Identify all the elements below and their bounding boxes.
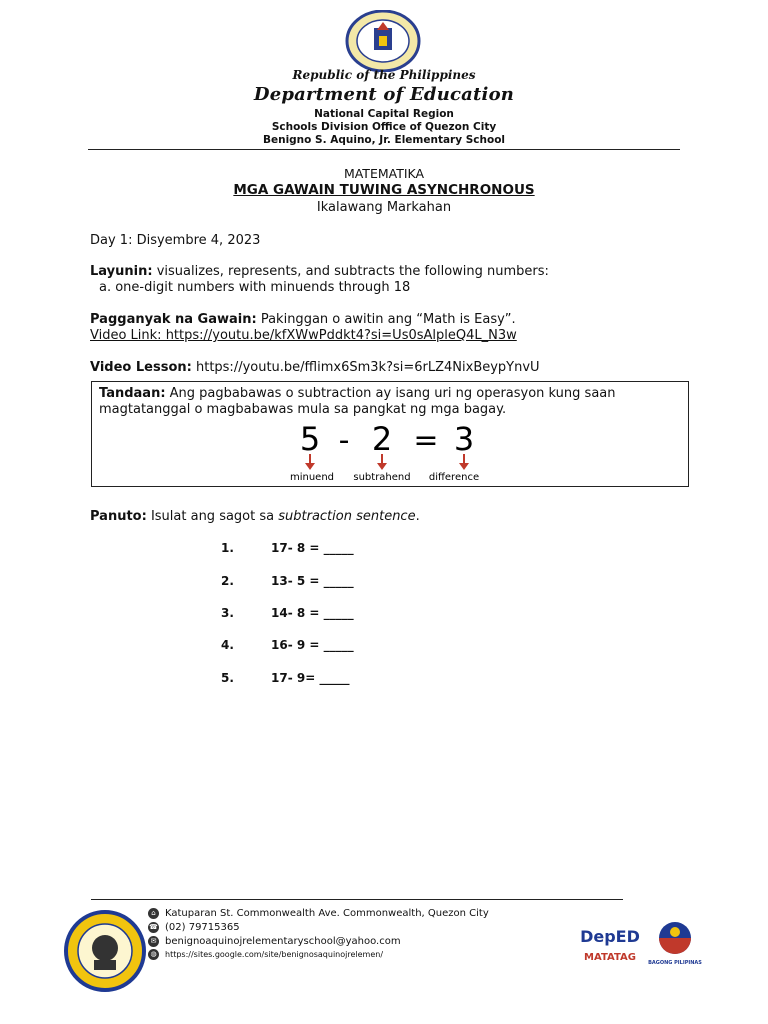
problem-number: 3. [221,606,234,620]
deped-matatag-logo [580,920,640,968]
problem-expression[interactable]: 17- 9= _____ [271,671,350,685]
phone-icon: ☎ [149,923,158,931]
subtrahend-number: 2 [371,420,393,458]
problem-expression[interactable]: 13- 5 = _____ [271,574,354,588]
footer-site[interactable]: ◍ https://sites.google.com/site/benignosaquinojrelemen/ [148,949,383,960]
republic-text: Republic of the Philippines [292,68,476,82]
bagong-pilipinas-logo [648,918,702,968]
matatag-logo-text: MATATAG [584,952,636,963]
location-icon: ⌂ [148,908,159,919]
instructions-label: Panuto: [90,509,147,524]
motivation-label: Pagganyak na Gawain: [90,312,257,327]
problem-number: 2. [221,574,234,588]
objective-label: Layunin: [90,264,153,279]
email-icon: ✉ [148,936,159,947]
minuend-label: minuend [289,472,335,482]
footer-address: ⌂ Katuparan St. Commonwealth Ave. Commonwealth, Quezon City [148,908,489,919]
objective-text: visualizes, represents, and subtracts the following numbers: [152,264,549,279]
activity-title: MGA GAWAIN TUWING ASYNCHRONOUS [233,182,535,198]
problem-expression[interactable]: 17- 8 = _____ [271,541,354,555]
globe-icon: ◍ [148,949,159,960]
motivation-line [90,312,516,328]
instructions-line [90,509,420,524]
header-divider [88,149,680,150]
school-text: Benigno S. Aquino, Jr. Elementary School [262,134,506,146]
instructions-end: . [415,509,420,524]
problem-number: 4. [221,638,234,652]
subtrahend-label: subtrahend [353,472,411,482]
subject-title: MATEMATIKA [343,166,425,181]
difference-number: 3 [453,420,475,458]
video-lesson-line [90,360,540,376]
objective-item: a. one-digit numbers with minuends through 18 [99,280,411,295]
footer-email[interactable]: ✉ benignoaquinojrelementaryschool@yahoo.com [148,936,401,947]
problem-number: 1. [221,541,234,555]
reminder-label: Tandaan: [99,386,166,401]
problem-expression[interactable]: 16- 9 = _____ [271,638,354,652]
subtraction-diagram [286,420,486,482]
region-text: National Capital Region [314,108,454,120]
quarter-title: Ikalawang Markahan [316,200,452,215]
day-text: Day 1: Disyembre 4, 2023 [90,233,261,248]
objective-line [90,264,549,280]
footer-divider [91,899,623,900]
reminder-text-block [99,386,689,418]
bagong-logo-text: BAGONG PILIPINAS [648,960,702,966]
division-text: Schools Division Office of Quezon City [271,121,497,133]
minuend-number: 5 [299,420,321,458]
reminder-text: Ang pagbabawas o subtraction ay isang uri ng operasyon kung saan magtatanggal o magbabawas mula sa pangkat ng mga bagay. [99,386,616,417]
motivation-video-link[interactable]: Video Link: https://youtu.be/kfXWwPddkt4?si=Us0sAlpleQ4L_N3w [90,328,517,343]
motivation-text: Pakinggan o awitin ang “Math is Easy”. [256,312,516,327]
video-lesson-url[interactable]: https://youtu.be/fflimx6Sm3k?si=6rLZ4NixBeypYnvU [191,360,540,375]
problem-number: 5. [221,671,234,685]
footer-phone: ☎ (02) 79715365 [149,922,240,933]
department-title: Department of Education [253,84,515,105]
minus-sign: - [338,423,350,458]
equals-sign: = [413,423,439,458]
school-seal-icon [64,910,146,992]
instructions-emphasis: subtraction sentence [278,509,416,524]
deped-seal-icon [345,10,421,72]
deped-logo-text: DepED [580,927,640,946]
video-lesson-label: Video Lesson: [90,360,192,375]
difference-label: difference [428,472,480,482]
instructions-text: Isulat ang sagot sa [146,509,279,524]
problem-expression[interactable]: 14- 8 = _____ [271,606,354,620]
